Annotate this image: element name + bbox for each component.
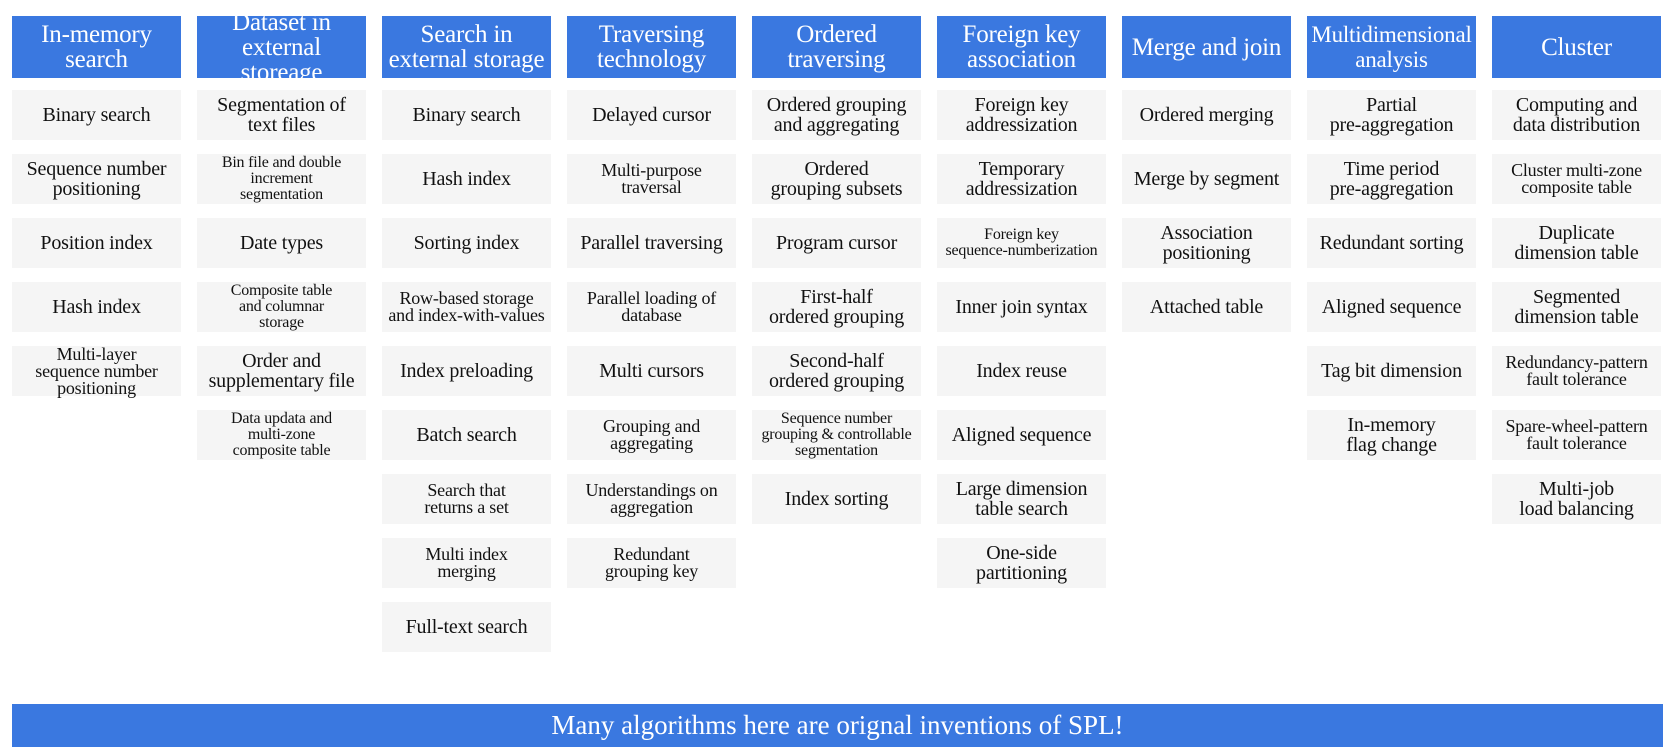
column-header: Ordered traversing — [752, 16, 921, 78]
item-box: Composite table and columnar storage — [197, 282, 366, 332]
column-in-memory-search — [12, 16, 181, 410]
item-box: Second-half ordered grouping — [752, 346, 921, 396]
column-header: Search in external storage — [382, 16, 551, 78]
column-ordered-traversing — [752, 16, 921, 538]
column-items — [1122, 90, 1291, 346]
item-box: Program cursor — [752, 218, 921, 268]
column-header: In-memory search — [12, 16, 181, 78]
column-header: Cluster — [1492, 16, 1661, 78]
column-header: Foreign key association — [937, 16, 1106, 78]
item-box: Multi-layer sequence number positioning — [12, 346, 181, 396]
column-header: Traversing technology — [567, 16, 736, 78]
item-box: Aligned sequence — [937, 410, 1106, 460]
item-box: Redundant sorting — [1307, 218, 1476, 268]
item-box: Duplicate dimension table — [1492, 218, 1661, 268]
item-box: Position index — [12, 218, 181, 268]
column-items — [1492, 90, 1661, 538]
column-foreign-key-association — [937, 16, 1106, 602]
item-box: Index sorting — [752, 474, 921, 524]
column-items — [937, 90, 1106, 602]
item-box: Time period pre-aggregation — [1307, 154, 1476, 204]
item-box: Parallel traversing — [567, 218, 736, 268]
item-box: Large dimension table search — [937, 474, 1106, 524]
item-box: Search that returns a set — [382, 474, 551, 524]
item-box: Hash index — [382, 154, 551, 204]
item-box: Merge by segment — [1122, 154, 1291, 204]
item-box: Row-based storage and index-with-values — [382, 282, 551, 332]
footer-banner: Many algorithms here are orignal inventions of SPL! — [12, 704, 1663, 747]
item-box: Cluster multi-zone composite table — [1492, 154, 1661, 204]
column-items — [567, 90, 736, 602]
item-box: Aligned sequence — [1307, 282, 1476, 332]
item-box: Batch search — [382, 410, 551, 460]
item-box: Spare-wheel-pattern fault tolerance — [1492, 410, 1661, 460]
item-box: Tag bit dimension — [1307, 346, 1476, 396]
item-box: Binary search — [12, 90, 181, 140]
item-box: Sequence number grouping & controllable segmentation — [752, 410, 921, 460]
item-box: Understandings on aggregation — [567, 474, 736, 524]
item-box: Hash index — [12, 282, 181, 332]
item-box: Full-text search — [382, 602, 551, 652]
item-box: Binary search — [382, 90, 551, 140]
column-items — [1307, 90, 1476, 474]
item-box: Parallel loading of database — [567, 282, 736, 332]
item-box: Association positioning — [1122, 218, 1291, 268]
column-search-in-external-storage — [382, 16, 551, 666]
column-items — [752, 90, 921, 538]
item-box: Delayed cursor — [567, 90, 736, 140]
item-box: Segmentation of text files — [197, 90, 366, 140]
column-traversing-technology — [567, 16, 736, 602]
item-box: Segmented dimension table — [1492, 282, 1661, 332]
column-multidimensional-analysis — [1307, 16, 1476, 474]
column-merge-and-join — [1122, 16, 1291, 346]
item-box: One-side partitioning — [937, 538, 1106, 588]
column-header: Multidimensional analysis — [1307, 16, 1476, 78]
column-items — [12, 90, 181, 410]
item-box: Multi-purpose traversal — [567, 154, 736, 204]
item-box: Ordered merging — [1122, 90, 1291, 140]
item-box: Date types — [197, 218, 366, 268]
column-items — [382, 90, 551, 666]
item-box: Ordered grouping and aggregating — [752, 90, 921, 140]
item-box: Redundancy-pattern fault tolerance — [1492, 346, 1661, 396]
column-dataset-in-external-storage — [197, 8, 366, 474]
item-box: Multi index merging — [382, 538, 551, 588]
column-header: Merge and join — [1122, 16, 1291, 78]
item-box: Sorting index — [382, 218, 551, 268]
item-box: Sequence number positioning — [12, 154, 181, 204]
item-box: Index preloading — [382, 346, 551, 396]
item-box: Index reuse — [937, 346, 1106, 396]
item-box: Foreign key addressization — [937, 90, 1106, 140]
item-box: Partial pre-aggregation — [1307, 90, 1476, 140]
item-box: Foreign key sequence-numberization — [937, 218, 1106, 268]
item-box: Order and supplementary file — [197, 346, 366, 396]
item-box: In-memory flag change — [1307, 410, 1476, 460]
item-box: Ordered grouping subsets — [752, 154, 921, 204]
item-box: Inner join syntax — [937, 282, 1106, 332]
item-box: Attached table — [1122, 282, 1291, 332]
item-box: First-half ordered grouping — [752, 282, 921, 332]
item-box: Temporary addressization — [937, 154, 1106, 204]
item-box: Multi-job load balancing — [1492, 474, 1661, 524]
column-header: Dataset in external storeage — [197, 16, 366, 78]
item-box: Data updata and multi-zone composite table — [197, 410, 366, 460]
item-box: Grouping and aggregating — [567, 410, 736, 460]
column-items — [197, 90, 366, 474]
item-box: Multi cursors — [567, 346, 736, 396]
item-box: Redundant grouping key — [567, 538, 736, 588]
column-cluster — [1492, 16, 1661, 538]
item-box: Computing and data distribution — [1492, 90, 1661, 140]
item-box: Bin file and double increment segmentation — [197, 154, 366, 204]
